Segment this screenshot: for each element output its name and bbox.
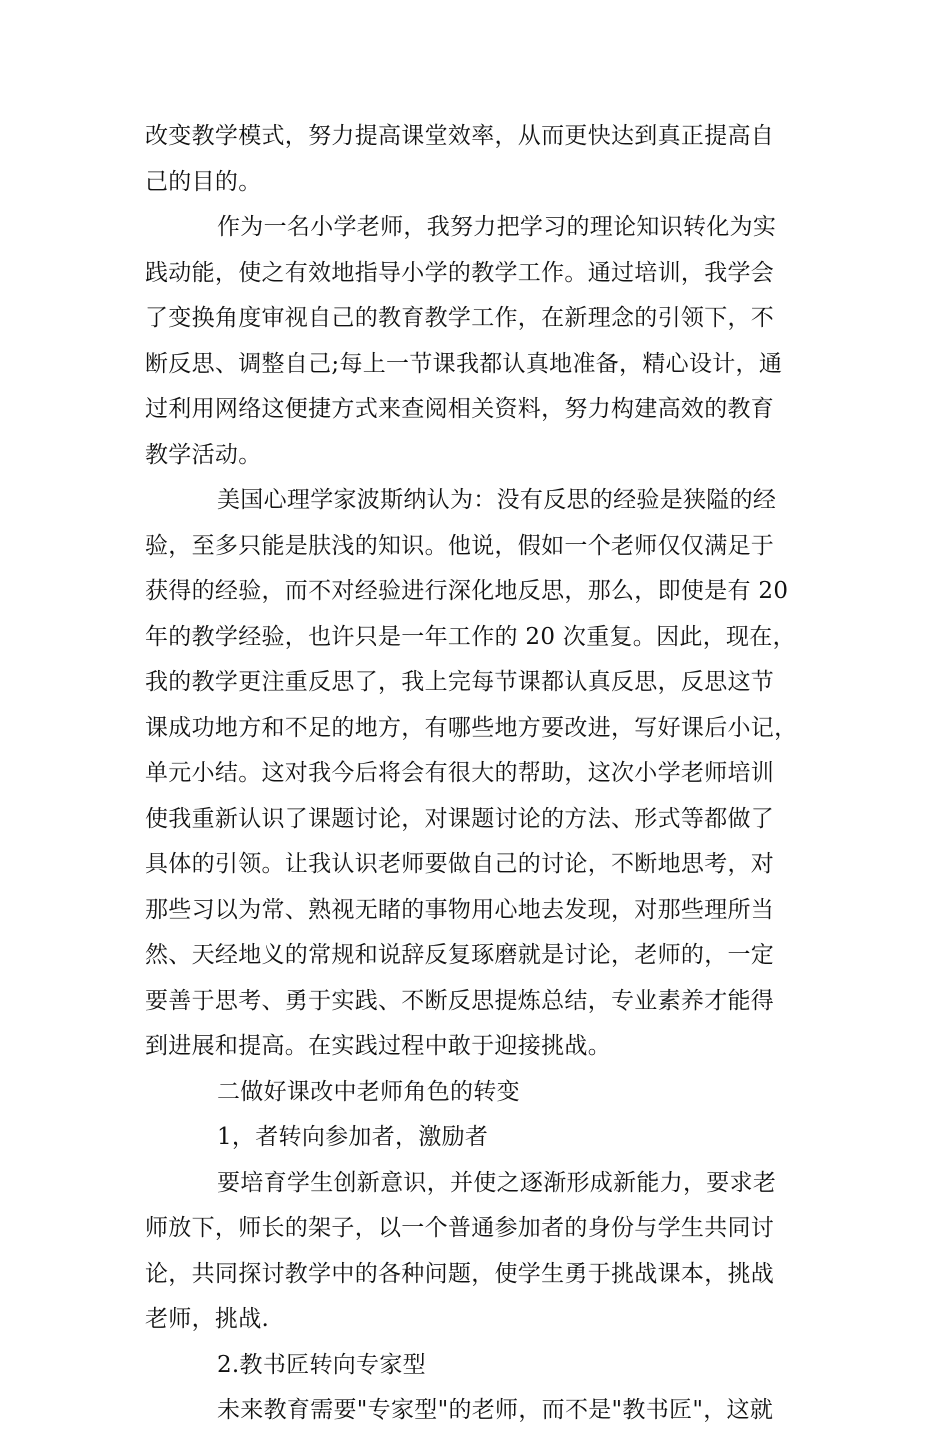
text-line: 单元小结。这对我今后将会有很大的帮助，这次小学老师培训 [145,760,775,786]
text-line: 要培育学生创新意识，并使之逐渐形成新能力，要求老 [217,1169,777,1196]
text-line: 具体的引领。让我认识老师要做自己的讨论，不断地思考，对 [145,851,775,877]
text-line: 课成功地方和不足的地方，有哪些地方要改进，写好课后小记， [145,714,798,741]
text-line: 验，至多只能是肤浅的知识。他说，假如一个老师仅仅满足于 [145,532,775,559]
text-line: 教学活动。 [145,441,262,468]
text-line: 作为一名小学老师，我努力把学习的理论知识转化为实 [217,214,777,240]
text-line: 2.教书匠转向专家型 [217,1351,426,1378]
text-line: 我的教学更注重反思了，我上完每节课都认真反思，反思这节 [145,669,775,695]
text-line: 二做好课改中老师角色的转变 [217,1078,520,1105]
text-line: 改变教学模式，努力提高课堂效率，从而更快达到真正提高自 [145,123,775,149]
text-line: 美国心理学家波斯纳认为：没有反思的经验是狭隘的经 [217,487,777,513]
text-line: 然、天经地义的常规和说辞反复琢磨就是讨论，老师的，一定 [145,942,775,968]
document-body [145,114,805,1434]
text-line: 使我重新认识了课题讨论，对课题讨论的方法、形式等都做了 [145,805,775,832]
text-line: 获得的经验，而不对经验进行深化地反思，那么，即使是有 20 [145,578,789,604]
text-line: 1，者转向参加者，激励者 [217,1124,489,1150]
text-line: 了变换角度审视自己的教育教学工作，在新理念的引领下，不 [145,305,775,331]
text-line: 师放下，师长的架子，以一个普通参加者的身份与学生共同讨 [145,1215,775,1241]
text-line: 未来教育需要"专家型"的老师，而不是"教书匠"，这就 [217,1397,774,1423]
text-line: 断反思、调整自己;每上一节课我都认真地准备，精心设计，通 [145,350,783,377]
text-line: 践动能，使之有效地指导小学的教学工作。通过培训，我学会 [145,259,775,286]
text-line: 己的目的。 [145,168,262,195]
text-line: 论，共同探讨教学中的各种问题，使学生勇于挑战课本，挑战 [145,1260,775,1287]
text-line: 过利用网络这便捷方式来查阅相关资料，努力构建高效的教育 [145,396,775,422]
text-line: 要善于思考、勇于实践、不断反思提炼总结，专业素养才能得 [145,987,775,1014]
text-line: 那些习以为常、熟视无睹的事物用心地去发现，对那些理所当 [145,896,775,923]
text-line: 老师，挑战. [145,1306,270,1332]
text-line: 年的教学经验，也许只是一年工作的 20 次重复。因此，现在， [145,623,796,650]
text-line: 到进展和提高。在实践过程中敢于迎接挑战。 [145,1033,611,1059]
